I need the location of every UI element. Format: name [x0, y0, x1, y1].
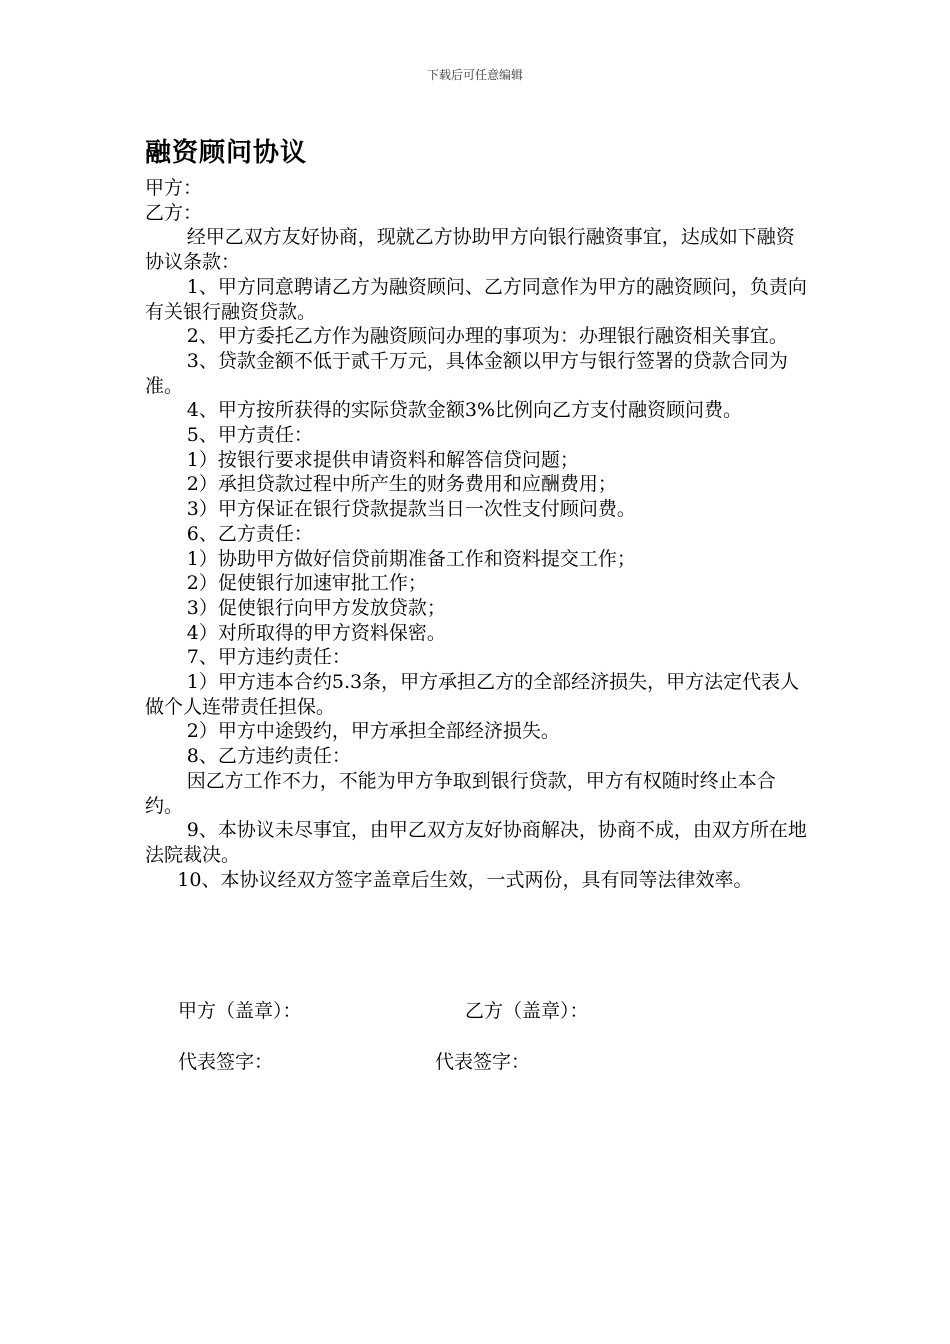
clause-6-item-2: 2）促使银行加速审批工作；	[186, 572, 427, 595]
page-header: 下载后可任意编辑	[426, 68, 523, 82]
party-b-seal-label: 乙方（盖章）：	[465, 1000, 589, 1022]
clause-6-item-4: 4）对所取得的甲方资料保密。	[186, 621, 446, 644]
clause-5-item-2: 2）承担贷款过程中所产生的财务费用和应酬费用；	[186, 473, 617, 496]
clause-6-item-3: 3）促使银行向甲方发放贷款；	[186, 596, 446, 619]
clause-6-heading: 6、乙方责任：	[186, 522, 313, 545]
clause-10: 10、本协议经双方签字盖章后生效，一式两份，具有同等法律效率。	[177, 868, 753, 891]
clause-4: 4、甲方按所获得的实际贷款金额3%比例向乙方支付融资顾问费。	[186, 399, 743, 422]
clause-9: 9、本协议未尽事宜，由甲乙双方友好协商解决，协商不成，由双方所在地法院裁决。	[145, 819, 807, 866]
clause-7-item-1: 1）甲方违本合约5.3条，甲方承担乙方的全部经济损失，甲方法定代表人做个人连带责任担保。	[145, 671, 800, 718]
clause-8-heading: 8、乙方违约责任：	[186, 745, 351, 768]
clause-7-heading: 7、甲方违约责任：	[186, 646, 351, 669]
clause-3: 3、贷款金额不低于贰千万元，具体金额以甲方与银行签署的贷款合同为准。	[145, 349, 788, 397]
party-b-rep-label: 代表签字：	[435, 1051, 531, 1073]
clause-2: 2、甲方委托乙方作为融资顾问办理的事项为：办理银行融资相关事宜。	[186, 325, 788, 348]
party-a-line: 甲方：	[145, 177, 203, 199]
document-title: 融资顾问协议	[145, 138, 308, 168]
clause-5-heading: 5、甲方责任：	[186, 424, 313, 447]
clause-8-text: 因乙方工作不力，不能为甲方争取到银行贷款，甲方有权随时终止本合约。	[145, 769, 776, 817]
clause-5-item-3: 3）甲方保证在银行贷款提款当日一次性支付顾问费。	[186, 498, 636, 521]
party-b-line: 乙方：	[145, 201, 203, 224]
party-a-rep-label: 代表签字：	[178, 1051, 274, 1073]
clause-1: 1、甲方同意聘请乙方为融资顾问、乙方同意作为甲方的融资顾问，负责向有关银行融资贷款。	[145, 275, 807, 323]
party-a-seal-label: 甲方（盖章）：	[178, 1000, 302, 1022]
preamble-paragraph: 经甲乙双方友好协商，现就乙方协助甲方向银行融资事宜，达成如下融资协议条款：	[145, 226, 795, 274]
document-body	[145, 176, 807, 892]
clause-7-item-2: 2）甲方中途毁约，甲方承担全部经济损失。	[186, 720, 560, 743]
clause-6-item-1: 1）协助甲方做好信贷前期准备工作和资料提交工作；	[186, 547, 636, 570]
clause-5-item-1: 1）按银行要求提供申请资料和解答信贷问题；	[186, 448, 579, 471]
